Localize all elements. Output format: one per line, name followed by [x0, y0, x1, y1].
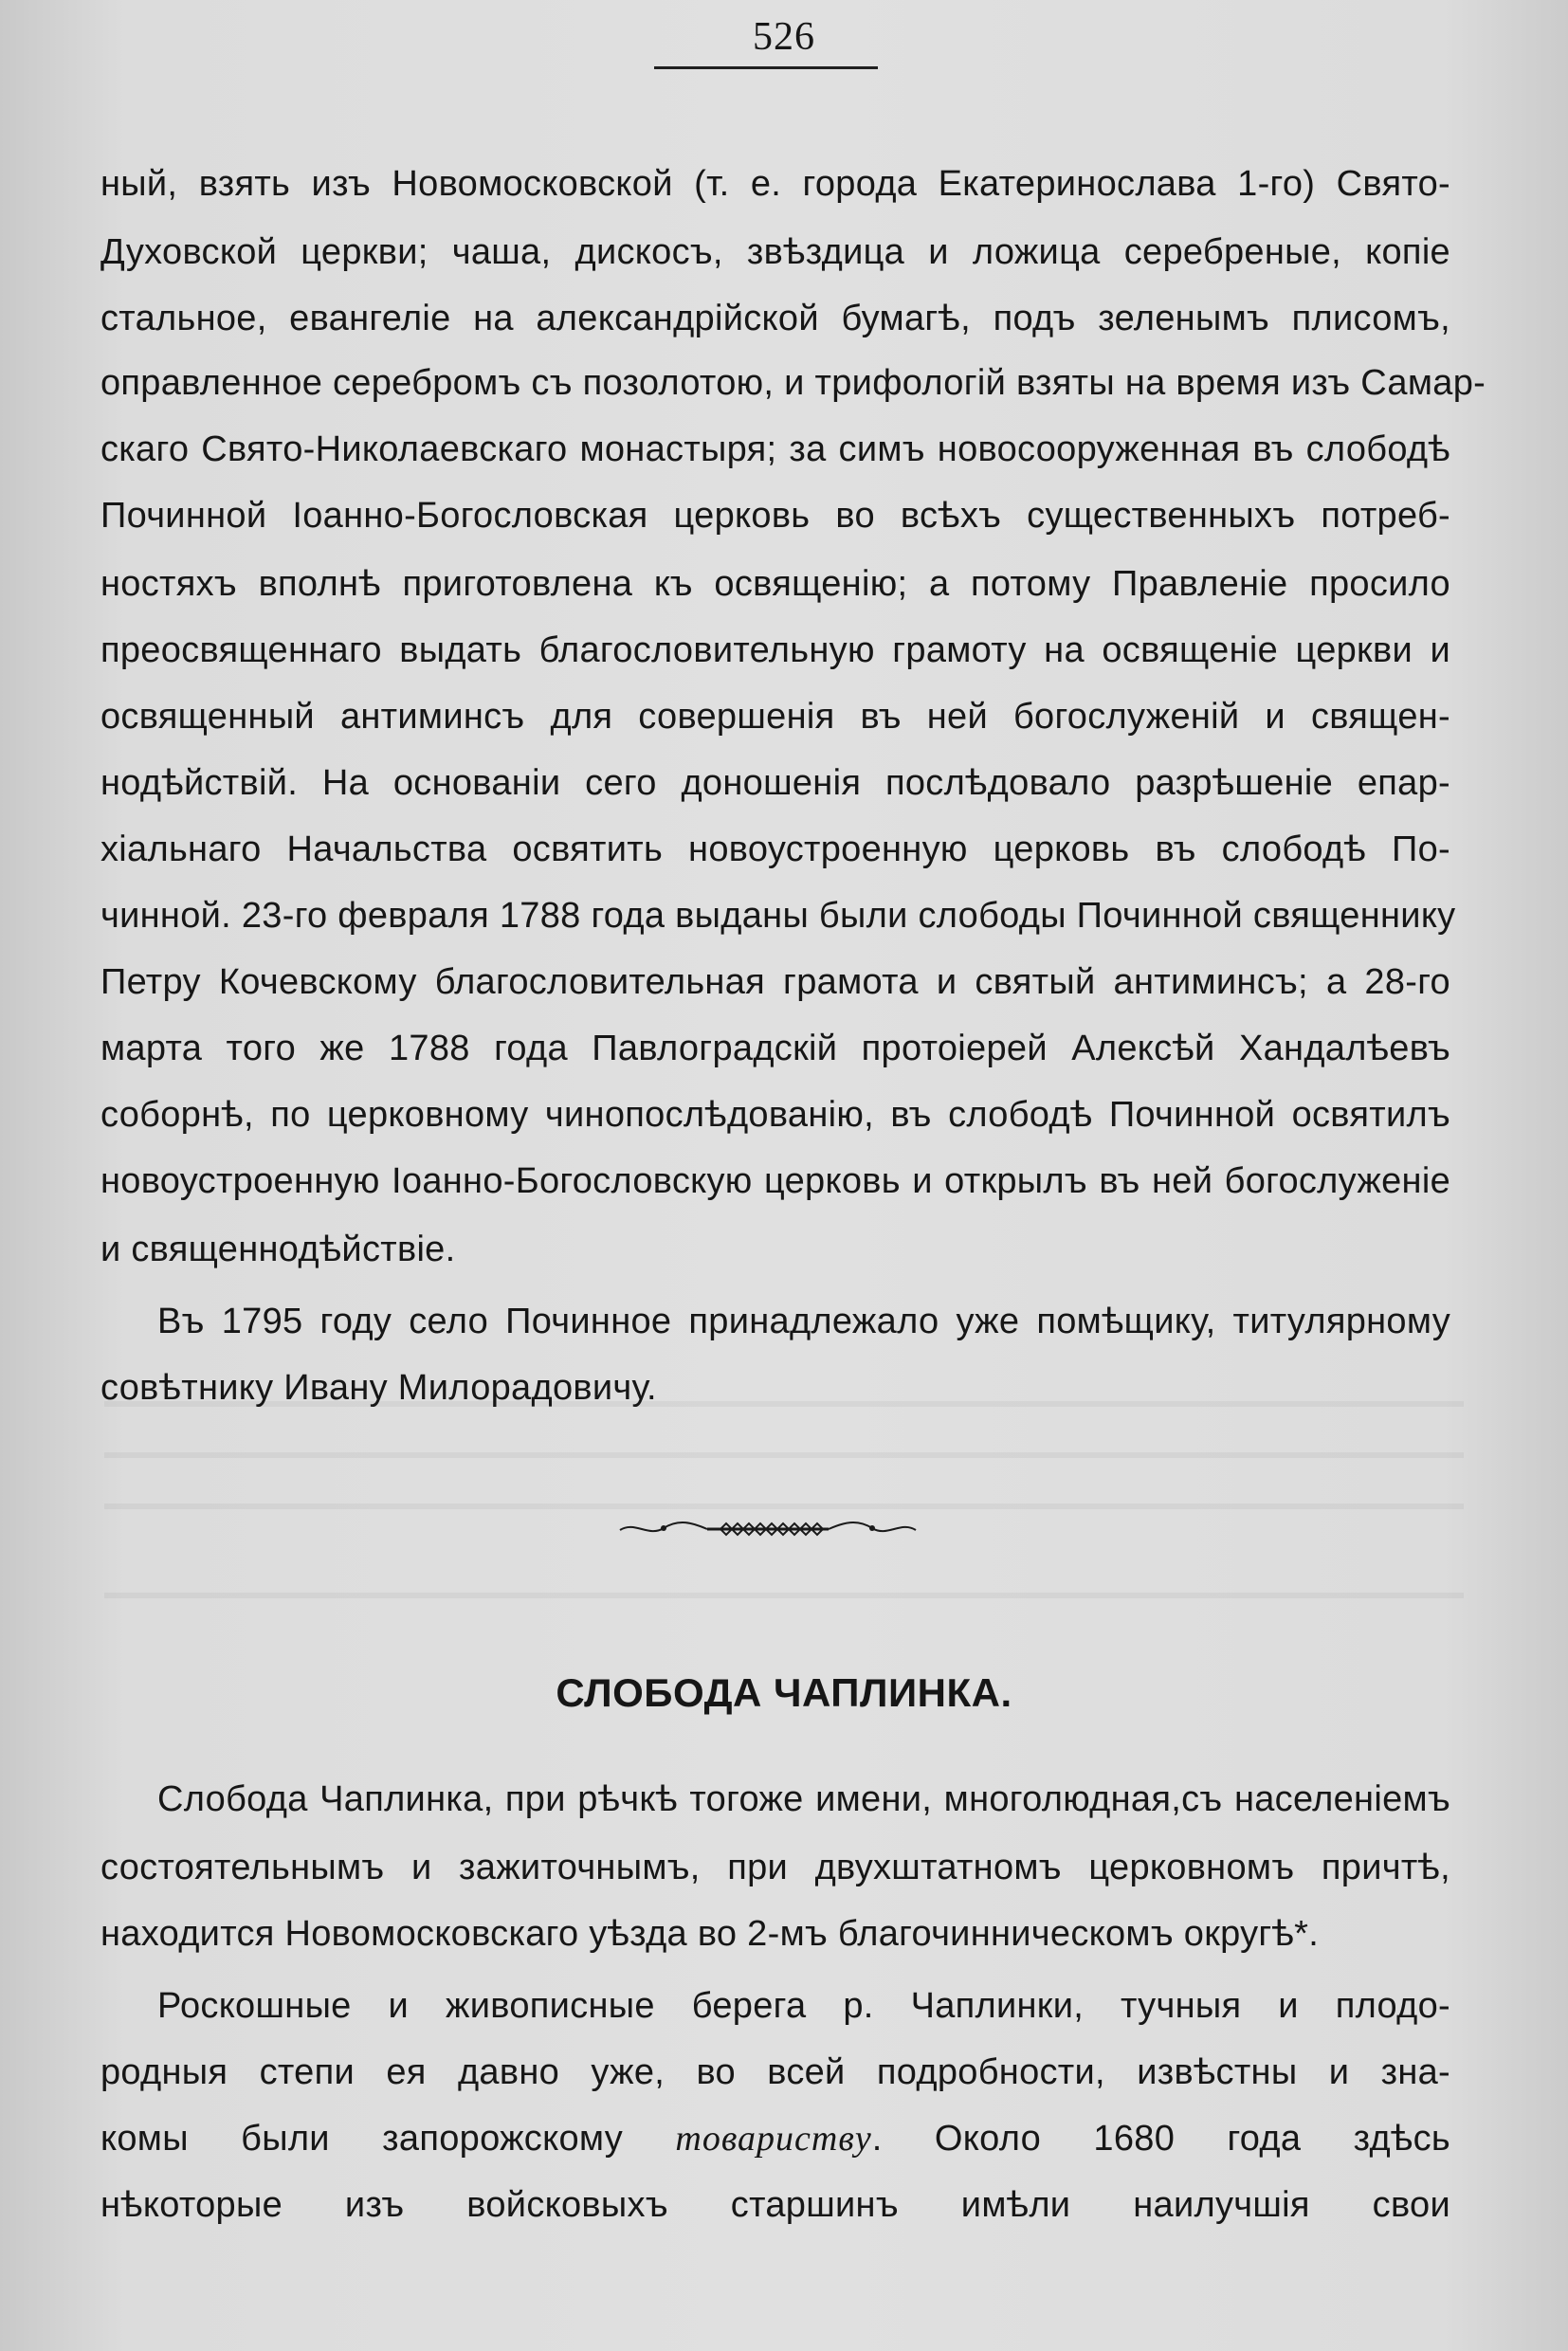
text-line: стальное, евангеліе на александрійской бумагѣ, подъ зеленымъ плисомъ, [100, 299, 1450, 338]
header-rule [654, 66, 878, 69]
text-segment: . Около 1680 года здѣсь [871, 2119, 1450, 2159]
text-line: совѣтнику Ивану Милорадовичу. [100, 1368, 657, 1408]
text-line: хіальнаго Начальства освятить новоустроенную церковь въ слободѣ По- [100, 829, 1450, 869]
text-line: преосвященнаго выдать благословительную грамоту на освященіе церкви и [100, 630, 1450, 670]
text-line: ный, взять изъ Новомосковской (т. е. города Екатеринослава 1-го) Свято- [100, 164, 1450, 204]
text-line [100, 2114, 1450, 2163]
text-line: нодѣйствій. На основаніи сего доношенія послѣдовало разрѣшеніе епар- [100, 763, 1450, 803]
text-segment: комы были запорожскому [100, 2119, 676, 2159]
text-line: находится Новомосковскаго уѣзда во 2-мъ благочинническомъ округѣ*. [100, 1914, 1320, 1954]
text-line: Въ 1795 году село Починное принадлежало уже помѣщику, титулярному [157, 1302, 1450, 1341]
text-line: состоятельнымъ и зажиточнымъ, при двухштатномъ церковномъ причтѣ, [100, 1848, 1450, 1887]
text-line: оправленное серебромъ съ позолотою, и трифологій взяты на время изъ Самар- [100, 363, 1486, 403]
text-line: марта того же 1788 года Павлоградскій протоіерей Алексѣй Хандалѣевъ [100, 1029, 1450, 1068]
text-line: ностяхъ вполнѣ приготовлена къ освященію; а потому Правленіе просило [100, 564, 1450, 604]
text-line: нѣкоторые изъ войсковыхъ старшинъ имѣли наилучшія свои [100, 2185, 1450, 2225]
emphasized-word: товариству [675, 2119, 872, 2159]
text-line: новоустроенную Іоанно-Богословскую церковь и открылъ въ ней богослуженіе [100, 1161, 1450, 1201]
section-title: СЛОБОДА ЧАПЛИНКА. [556, 1670, 1012, 1715]
text-line: скаго Свято-Николаевскаго монастыря; за симъ новосооруженная въ слободѣ [100, 429, 1450, 469]
text-line: родныя степи ея давно уже, во всей подробности, извѣстны и зна- [100, 2052, 1450, 2092]
ornament-divider-icon [616, 1515, 920, 1543]
text-line: и священнодѣйствіе. [100, 1230, 456, 1269]
text-line: чинной. 23-го февраля 1788 года выданы были слободы Починной священнику [100, 896, 1456, 936]
text-line: Роскошные и живописные берега р. Чаплинки, тучныя и плодо- [157, 1986, 1450, 2026]
bleed-through-mark [104, 1593, 1464, 1598]
bleed-through-mark [104, 1452, 1464, 1458]
text-line: соборнѣ, по церковному чинопослѣдованію, въ слободѣ Починной освятилъ [100, 1095, 1450, 1135]
page-number: 526 [753, 15, 815, 59]
text-line: Петру Кочевскому благословительная грамота и святый антиминсъ; а 28-го [100, 962, 1450, 1002]
text-line: освященный антиминсъ для совершенія въ ней богослуженій и священ- [100, 697, 1450, 737]
bleed-through-mark [104, 1504, 1464, 1509]
text-line: Починной Іоанно-Богословская церковь во всѣхъ существенныхъ потреб- [100, 496, 1450, 536]
text-line: Слобода Чаплинка, при рѣчкѣ тогоже имени, многолюдная,съ населеніемъ [157, 1779, 1450, 1819]
text-line: Духовской церкви; чаша, дискосъ, звѣздица и ложица серебреные, копіе [100, 232, 1450, 272]
